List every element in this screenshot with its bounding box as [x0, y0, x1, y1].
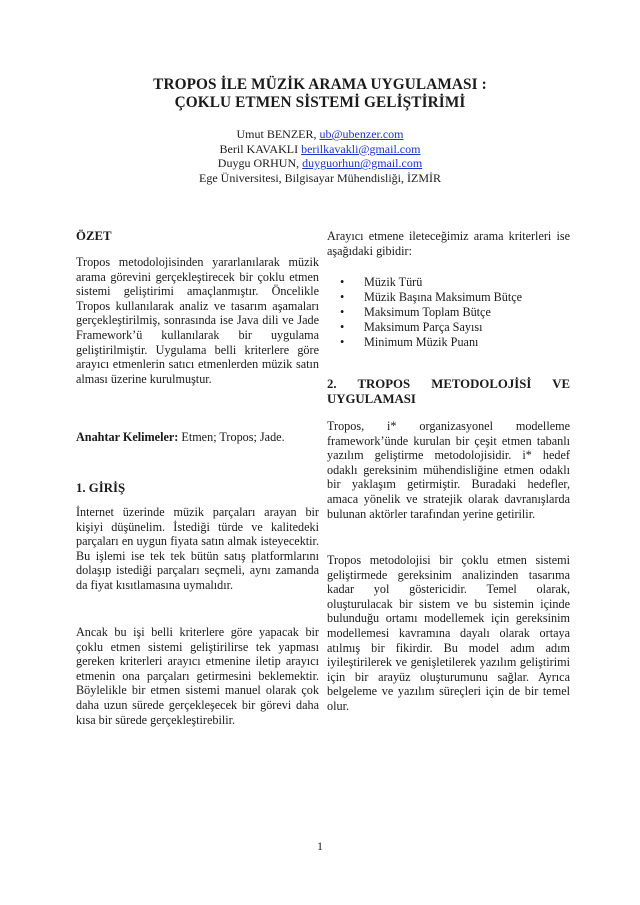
criteria-item: • Minimum Müzik Puanı [340, 335, 479, 349]
page-number: 1 [317, 839, 323, 853]
bullet-icon: • [340, 320, 345, 334]
section-1-para-2-block [76, 625, 319, 727]
author-1 [0, 127, 640, 142]
author-email-link[interactable]: duyguorhun@gmail.com [302, 156, 423, 171]
abstract-text: Tropos metodolojisinden yararlanılarak müzik arama görevini gerçekleştirecek bir çoklu etmen sistemi geliştirimi amaçlanmıştır. Öncelikle Tropos kullanılarak analiz ve tasarım aşamaları gerçekleştirilmiş, sonrasında ise Java dili ve Jade Framework’ü kullanılarak bir uygulama geliştirilmiştir. Uygulama belli kriterlere göre arayıcı etmenlerin satıcı etmenlerden müzik satın alması üzerine kurulmuştur. [76, 255, 319, 386]
criteria-item: • Müzik Başına Maksimum Bütçe [340, 290, 523, 304]
section-1-heading: 1. GİRİŞ [76, 481, 126, 495]
criteria-list [327, 275, 570, 350]
section-2-para-1: Tropos, i* organizasyonel modelleme framework’ünde kurulan bir çeşit etmen tabanlı yazılım geliştirme metodolojisidir. i* hedef odaklı gereksinim mühendisliğine etmen odaklı bir yaklaşım getirmiştir. Buradaki hedefler, amaca yönelik ve stratejik olarak davranışlarda bulunan aktörler tarafından yerine getirilir. [327, 419, 570, 521]
left-column [76, 229, 319, 244]
section-2-heading-line-1: 2. TROPOS METODOLOJİSİ VE [327, 377, 570, 391]
author-email-link[interactable]: ub@ubenzer.com [319, 127, 404, 141]
bullet-icon: • [340, 275, 345, 289]
section-1-para-1-block [76, 505, 319, 593]
right-column-intro [327, 229, 570, 258]
bullet-icon: • [340, 335, 345, 349]
section-1-header [76, 481, 319, 496]
author-block [0, 127, 640, 185]
author-email-link[interactable]: berilkavakli@gmail.com [301, 141, 421, 156]
criteria-item: • Maksimum Parça Sayısı [340, 320, 483, 334]
section-2-para-1-block [327, 419, 570, 521]
section-1-para-2: Ancak bu işi belli kriterlere göre yapacak bir çoklu etmen sistemi geliştirilirse tek yapması gereken kriterleri arayıcı etmenine iletip arayıcı etmenin ona parçaları getirmesini beklemektir. Böylelikle bir etmen sistemi manuel olarak çok daha uzun sürede gerçekleşecek bir görevi daha kısa bir sürede gerçekleştirebilir. [76, 625, 319, 727]
criteria-intro: Arayıcı etmene ileteceğimiz arama kriterleri ise aşağıdaki gibidir: [327, 229, 570, 258]
section-2-para-2: Tropos metodolojisi bir çoklu etmen sistemi geliştirmede gereksinim analizinden tasarıma kadar yol göstericidir. Temel olarak, oluşturulacak bir sistem ve bu sistemin içinde bulunduğu ortamı modellemek için gereksinim modellemesi kavramına dayalı olarak ortaya atılmış bir fikirdir. Bu model adım adım iyileştirilerek ve genişletilerek yazılım geliştirimi için bir arayüz oluşturumunu sağlar. Ayrıca belgeleme ve yazılım süreçleri için de bir temel olur. [327, 553, 570, 713]
abstract-heading: ÖZET [76, 229, 112, 243]
section-1-para-1: İnternet üzerinde müzik parçaları arayan bir kişiyi düşünelim. İstediği türde ve kalitedeki parçaları en uygun fiyata satın almak isteyecektir. Bu işlemi ise tek tek bütün satış platformlarını dolaşıp istediği parçaları seçmeli, aynı zamanda da fiyat kısıtlamasına uymalıdır. [76, 505, 319, 592]
keywords-value: Etmen; Tropos; Jade. [178, 430, 285, 444]
section-2-heading-line-2: UYGULAMASI [327, 392, 416, 406]
author-name: Umut BENZER, [236, 127, 317, 141]
paper-title [0, 76, 640, 112]
keywords-label: Anahtar Kelimeler: [76, 430, 179, 444]
criteria-item: • Müzik Türü [340, 275, 423, 289]
bullet-icon: • [340, 305, 345, 319]
affiliation: Ege Üniversitesi, Bilgisayar Mühendisliği, İZMİR [199, 170, 441, 185]
author-2 [0, 142, 640, 157]
author-3 [0, 156, 640, 171]
abstract-section [76, 255, 319, 386]
bullet-icon: • [340, 290, 345, 304]
criteria-list-block [327, 275, 570, 350]
title-line-1: TROPOS İLE MÜZİK ARAMA UYGULAMASI : [153, 76, 487, 93]
criteria-item: • Maksimum Toplam Bütçe [340, 305, 491, 319]
title-line-2: ÇOKLU ETMEN SİSTEMİ GELİŞTİRİMİ [174, 94, 466, 111]
section-2-para-2-block [327, 553, 570, 714]
author-name: Beril KAVAKLI [219, 141, 299, 156]
section-2-header [327, 377, 570, 407]
author-name: Duygu ORHUN, [217, 156, 300, 171]
keywords [76, 430, 319, 445]
